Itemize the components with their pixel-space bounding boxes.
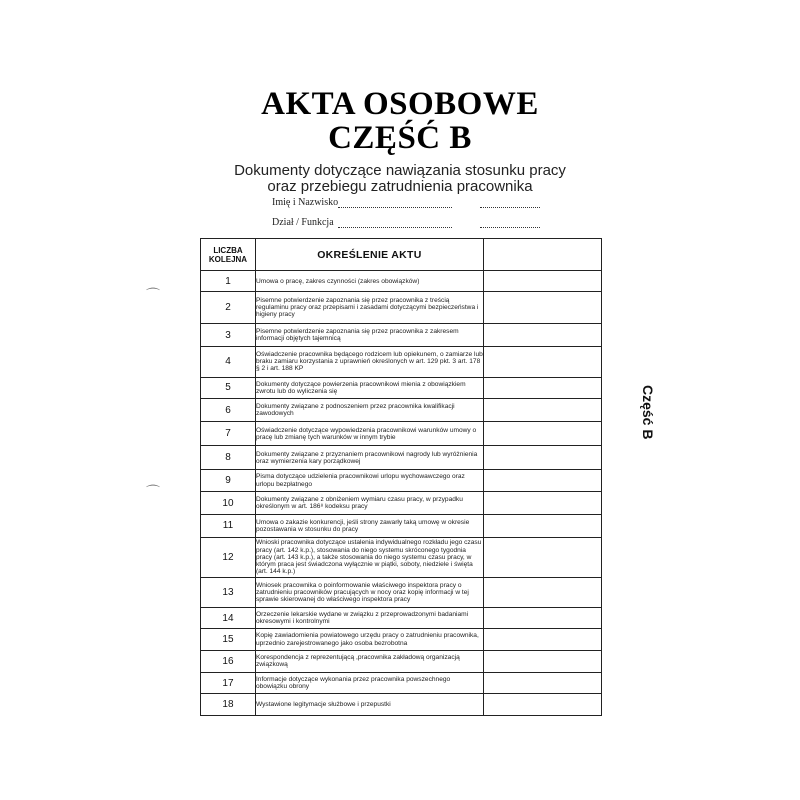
header-description: OKREŚLENIE AKTU [255, 239, 483, 271]
row-description: Dokumenty związane z przyznaniem pracownikowi nagrody lub wyróżnienia oraz wymierzenia kary porządkowej [255, 445, 483, 470]
table-row [201, 629, 602, 650]
table-row [201, 491, 602, 514]
row-description: Korespondencja z reprezentującą ,pracownika zakładową organizacją związkową [255, 650, 483, 672]
table-row [201, 578, 602, 608]
row-description: Pisemne potwierdzenie zapoznania się przez pracownika z treścią regulaminu pracy oraz przepisami i zasadami dotyczącymi bezpieczeństwa i higieny pracy [255, 292, 483, 324]
row-description: Umowa o zakazie konkurencji, jeśli strony zawarły taką umowę w okresie pozostawania w stosunku do pracy [255, 515, 483, 537]
row-number: 2 [201, 292, 256, 324]
row-notes-cell[interactable] [483, 491, 601, 514]
document-title: AKTA OSOBOWE [261, 86, 539, 122]
row-description: Pisma dotyczące udzielenia pracownikowi urlopu wychowawczego oraz urlopu bezpłatnego [255, 470, 483, 491]
row-notes-cell[interactable] [483, 445, 601, 470]
row-description: Dokumenty związane z podnoszeniem przez pracownika kwalifikacji zawodowych [255, 399, 483, 422]
row-number: 4 [201, 346, 256, 377]
dept-field-line[interactable] [338, 227, 452, 228]
row-notes-cell[interactable] [483, 650, 601, 672]
row-number: 6 [201, 399, 256, 422]
row-description: Pisemne potwierdzenie zapoznania się przez pracownika z zakresem informacji objętych tajemnicą [255, 324, 483, 346]
header-number: LICZBA KOLEJNA [201, 239, 256, 271]
table-row [201, 470, 602, 491]
punch-mark-top: ⌒ [146, 287, 160, 303]
row-description: Informacje dotyczące wykonania przez pracownika powszechnego obowiązku obrony [255, 673, 483, 694]
table-row [201, 377, 602, 398]
row-number: 5 [201, 377, 256, 398]
row-description: Oświadczenie pracownika będącego rodzicem lub opiekunem, o zamiarze lub braku zamiaru korzystania z uprawnień określonych w art. 129 pkt. 3 art. 178 § 2 i art. 188 KP [255, 346, 483, 377]
row-number: 14 [201, 608, 256, 629]
row-number: 13 [201, 578, 256, 608]
dept-field-label: Dział / Funkcja [272, 217, 334, 228]
row-description: Wnioski pracownika dotyczące ustalenia indywidualnego rozkładu jego czasu pracy (art. 142 k.p.), stosowania do niego systemu skróconego tygodnia pracy (art. 143 k.p.), a także stosowania do niego systemu czasu pracy, w którym praca jest świadczona wyłącznie w piątki, soboty, niedziele i święta (art. 144 k.p.) [255, 537, 483, 578]
row-notes-cell[interactable] [483, 673, 601, 694]
table-row [201, 445, 602, 470]
row-notes-cell[interactable] [483, 578, 601, 608]
row-notes-cell[interactable] [483, 515, 601, 537]
row-notes-cell[interactable] [483, 537, 601, 578]
table-row [201, 515, 602, 537]
row-description: Oświadczenie dotyczące wypowiedzenia pracownikowi warunków umowy o pracę lub zmianę tych warunków w innym trybie [255, 422, 483, 445]
table-row [201, 324, 602, 346]
table-row [201, 650, 602, 672]
side-part-label: Część B [640, 385, 656, 440]
row-description: Dokumenty dotyczące powierzenia pracownikowi mienia z obowiązkiem zwrotu lub do wyliczenia się [255, 377, 483, 398]
table-row [201, 399, 602, 422]
row-description: Wniosek pracownika o poinformowanie właściwego inspektora pracy o zatrudnieniu pracowników pracujących w nocy oraz kopię informacji w tej sprawie skierowanej do właściwego inspektora pracy [255, 578, 483, 608]
row-number: 8 [201, 445, 256, 470]
name-field-line-2[interactable] [480, 207, 540, 208]
description-line-1: Dokumenty dotyczące nawiązania stosunku pracy [234, 162, 566, 179]
name-field-line[interactable] [338, 207, 452, 208]
row-description: Kopię zawiadomienia powiatowego urzędu pracy o zatrudnieniu pracownika, uprzednio zarejestrowanego jako osoba bezrobotna [255, 629, 483, 650]
row-number: 7 [201, 422, 256, 445]
row-number: 16 [201, 650, 256, 672]
row-number: 3 [201, 324, 256, 346]
row-number: 1 [201, 271, 256, 292]
row-number: 11 [201, 515, 256, 537]
row-notes-cell[interactable] [483, 346, 601, 377]
header-notes [483, 239, 601, 271]
table-row [201, 292, 602, 324]
description-line-2: oraz przebiegu zatrudnienia pracownika [267, 178, 533, 195]
table-row [201, 271, 602, 292]
table-row [201, 422, 602, 445]
row-notes-cell[interactable] [483, 422, 601, 445]
document-subtitle-part: CZĘŚĆ B [328, 120, 472, 156]
table-row [201, 346, 602, 377]
row-notes-cell[interactable] [483, 377, 601, 398]
row-number: 10 [201, 491, 256, 514]
row-notes-cell[interactable] [483, 608, 601, 629]
row-number: 15 [201, 629, 256, 650]
row-description: Wystawione legitymacje służbowe i przepustki [255, 694, 483, 716]
row-notes-cell[interactable] [483, 470, 601, 491]
row-description: Dokumenty związane z obniżeniem wymiaru czasu pracy, w przypadku określonym w art. 186⁸ kodeksu pracy [255, 491, 483, 514]
table-row [201, 537, 602, 578]
row-description: Umowa o pracę, zakres czynności (zakres obowiązków) [255, 271, 483, 292]
row-number: 17 [201, 673, 256, 694]
row-notes-cell[interactable] [483, 629, 601, 650]
row-number: 18 [201, 694, 256, 716]
table-row [201, 673, 602, 694]
row-description: Orzeczenie lekarskie wydane w związku z przeprowadzonymi badaniami okresowymi i kontrolnymi [255, 608, 483, 629]
dept-field-line-2[interactable] [480, 227, 540, 228]
name-field-label: Imię i Nazwisko [272, 197, 339, 208]
table-row [201, 608, 602, 629]
row-notes-cell[interactable] [483, 324, 601, 346]
punch-mark-bottom: ⌒ [146, 484, 160, 500]
row-notes-cell[interactable] [483, 399, 601, 422]
row-notes-cell[interactable] [483, 271, 601, 292]
row-number: 9 [201, 470, 256, 491]
table-row [201, 694, 602, 716]
documents-table [200, 238, 602, 716]
row-notes-cell[interactable] [483, 292, 601, 324]
row-number: 12 [201, 537, 256, 578]
row-notes-cell[interactable] [483, 694, 601, 716]
